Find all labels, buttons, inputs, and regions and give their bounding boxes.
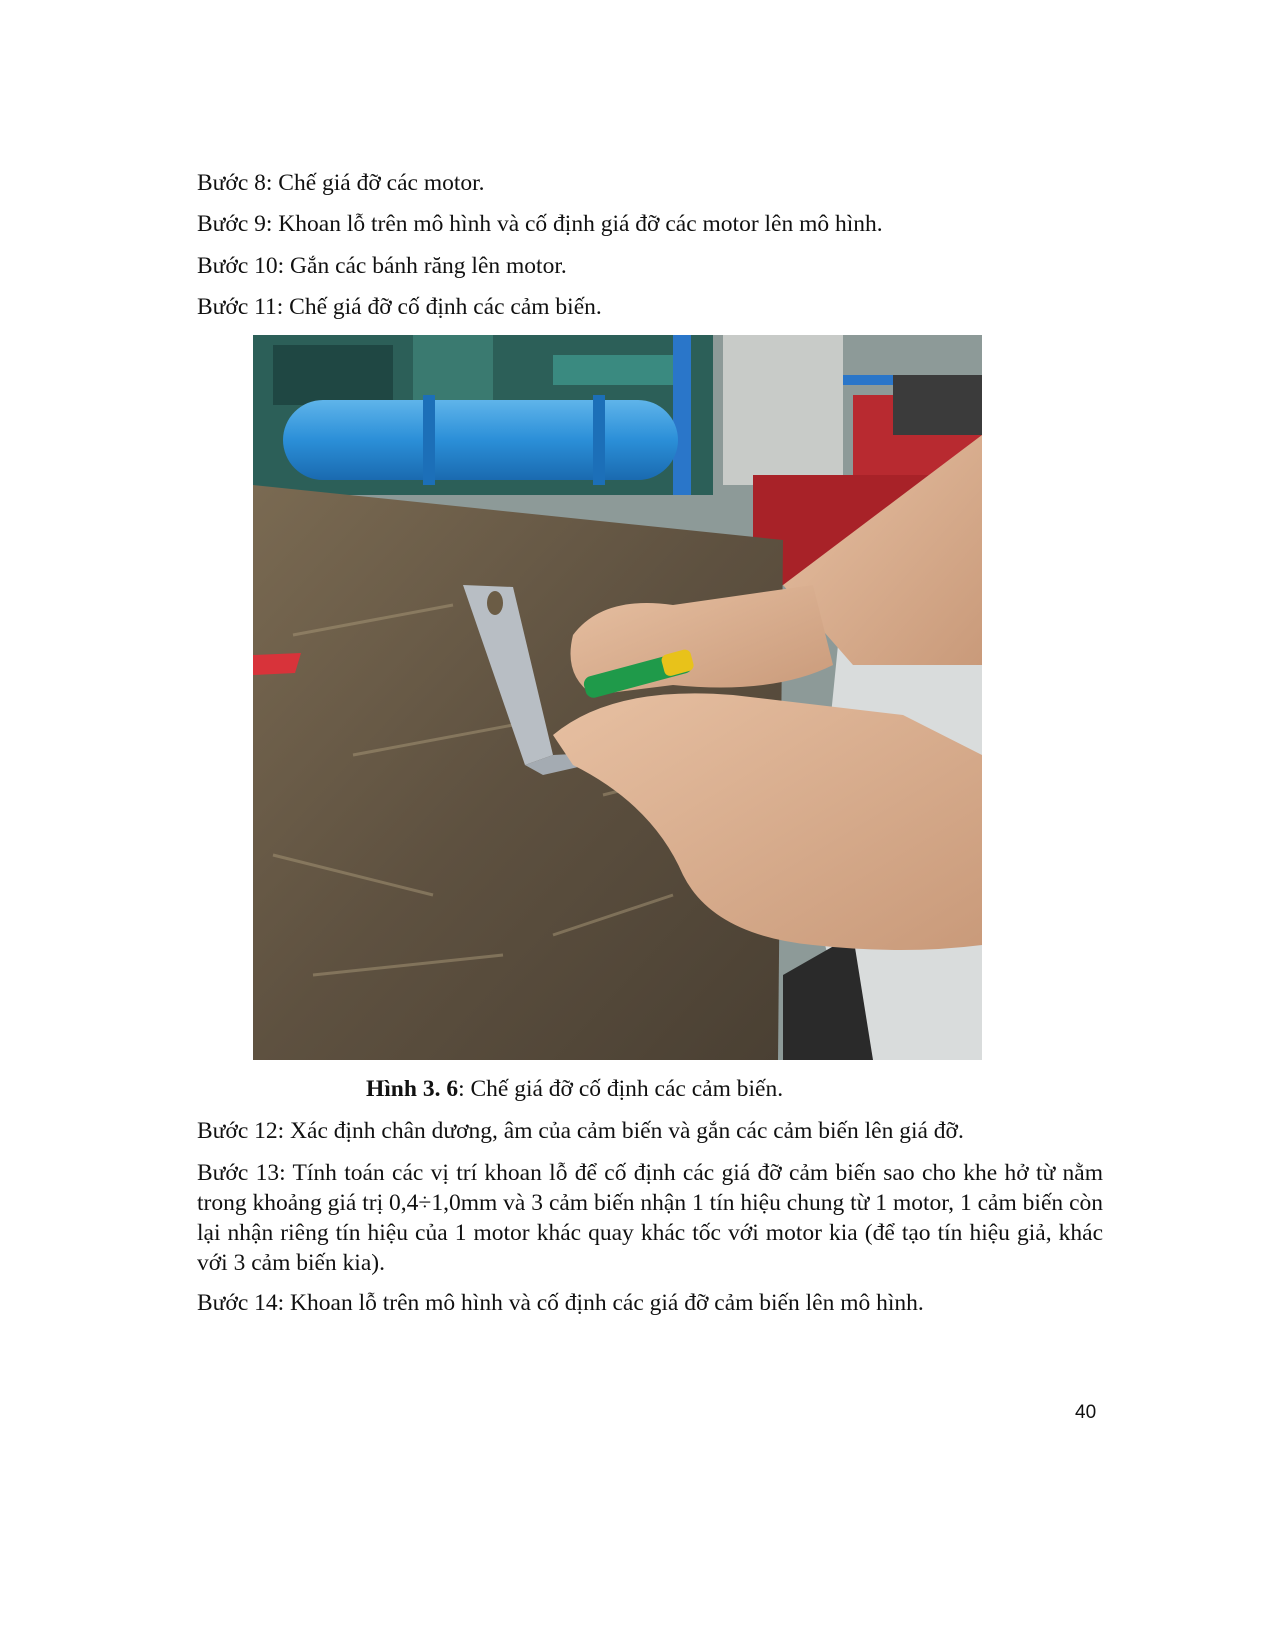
figure-caption-text: : Chế giá đỡ cố định các cảm biến. xyxy=(458,1076,784,1102)
step-13: Bước 13: Tính toán các vị trí khoan lỗ để cố định các giá đỡ cảm biến sao cho khe hở từ nằm trong khoảng giá trị 0,4÷1,0mm và 3 cảm biến nhận 1 tín hiệu chung từ 1 motor, 1 cảm biến còn lại nhận riêng tín hiệu của 1 motor khác quay khác tốc với motor kia (để tạo tín hiệu giả, khác với 3 cảm biến kia). xyxy=(197,1160,1103,1276)
step-12: Bước 12: Xác định chân dương, âm của cảm biến và gắn các cảm biến lên giá đỡ. xyxy=(197,1118,964,1144)
page-number: 40 xyxy=(1075,1402,1097,1423)
figure-caption xyxy=(0,1074,1275,1104)
step-10: Bước 10: Gắn các bánh răng lên motor. xyxy=(197,253,567,279)
step-11: Bước 11: Chế giá đỡ cố định các cảm biến. xyxy=(197,294,602,320)
step-9: Bước 9: Khoan lỗ trên mô hình và cố định giá đỡ các motor lên mô hình. xyxy=(197,211,883,237)
figure-photo xyxy=(253,335,982,1060)
step-8: Bước 8: Chế giá đỡ các motor. xyxy=(197,170,485,196)
step-14: Bước 14: Khoan lỗ trên mô hình và cố định các giá đỡ cảm biến lên mô hình. xyxy=(197,1290,924,1316)
figure-label: Hình 3. 6 xyxy=(366,1076,459,1102)
